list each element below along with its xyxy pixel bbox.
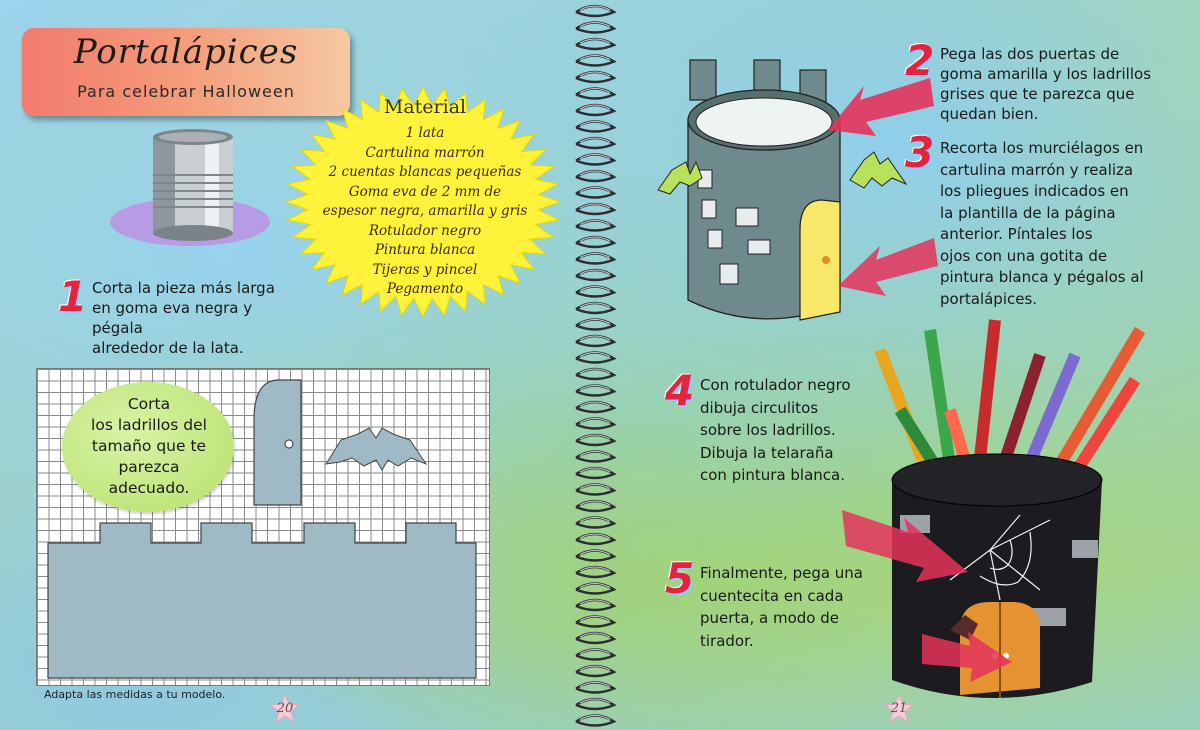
step-3-line: Recorta los murciélagos en <box>940 139 1144 157</box>
material-item: Goma eva de 2 mm de <box>348 183 502 200</box>
bubble-line: Corta <box>127 395 171 413</box>
spiral-ring <box>576 551 614 561</box>
step-3-line: los pliegues indicados en <box>940 182 1129 200</box>
spiral-ring <box>576 105 614 115</box>
material-list <box>290 124 560 300</box>
step-5-line: puerta, a modo de <box>700 609 839 627</box>
step-2-number: 2 <box>905 36 935 85</box>
step-3-line: ojos con una gotita de <box>940 246 1108 265</box>
spiral-ring <box>576 56 614 66</box>
spiral-ring <box>576 633 614 643</box>
step-3-number: 3 <box>905 128 935 177</box>
spiral-ring <box>576 683 614 693</box>
bubble-line: tamaño que te <box>91 437 207 455</box>
spiral-ring <box>576 254 614 264</box>
step-4-line: dibuja circulitos <box>700 398 819 417</box>
bubble-line: los ladrillos del <box>91 416 207 434</box>
spiral-ring <box>576 155 614 165</box>
step-4-line: con pintura blanca. <box>700 466 846 484</box>
step-2-line: goma amarilla y los ladrillos <box>940 65 1152 83</box>
step-4-line: Con rotulador negro <box>700 376 851 394</box>
step-2-line: grises que te parezca que <box>940 85 1135 103</box>
spiral-ring <box>576 650 614 660</box>
step-3-line: cartulina marrón y realiza <box>940 160 1134 179</box>
spiral-ring <box>576 138 614 148</box>
step-1-text <box>92 278 292 358</box>
material-heading: Material <box>383 96 467 118</box>
step-3-line: anterior. Píntales los <box>940 225 1093 243</box>
spiral-ring <box>576 501 614 511</box>
spiral-ring <box>576 716 614 726</box>
spiral-ring <box>576 320 614 330</box>
spiral-ring <box>576 23 614 33</box>
spiral-ring <box>576 237 614 247</box>
page-title: Portalápices <box>73 32 299 72</box>
spiral-ring <box>576 468 614 478</box>
spiral-ring <box>576 567 614 577</box>
spiral-ring <box>576 353 614 363</box>
step-5-number: 5 <box>665 554 695 603</box>
spiral-ring <box>576 336 614 346</box>
spiral-ring <box>576 699 614 709</box>
bubble-line: parezca <box>118 458 180 476</box>
spiral-ring <box>576 600 614 610</box>
page-number-left: 20 <box>276 701 294 716</box>
material-item: espesor negra, amarilla y gris <box>322 203 528 219</box>
material-item: Cartulina marrón <box>365 144 485 161</box>
step-1-line: Corta la pieza más larga <box>92 279 275 297</box>
tin-can-illustration <box>105 125 275 250</box>
arrow-step-4 <box>838 502 978 592</box>
spiral-ring <box>576 303 614 313</box>
step-4-line: sobre los ladrillos. <box>700 421 836 439</box>
spiral-ring <box>576 6 614 16</box>
arrow-step-5 <box>918 620 1018 690</box>
material-item: 1 lata <box>405 125 445 141</box>
spiral-ring <box>576 534 614 544</box>
spiral-ring <box>576 666 614 676</box>
step-2-line: Pega las dos puertas de <box>940 45 1120 63</box>
material-item: Pintura blanca <box>374 242 476 258</box>
castle-strip-template <box>48 523 476 678</box>
spiral-ring <box>576 369 614 379</box>
spiral-ring <box>576 485 614 495</box>
step-3-line: portalápices. <box>940 289 1038 308</box>
bubble-text <box>70 394 228 499</box>
page-number-right: 21 <box>890 701 908 716</box>
step-5-line: tirador. <box>700 631 754 650</box>
spiral-ring <box>576 402 614 412</box>
step-2-line: quedan bien. <box>940 105 1039 123</box>
spiral-ring <box>576 39 614 49</box>
spiral-ring <box>576 171 614 181</box>
page-subtitle: Para celebrar Halloween <box>77 82 295 101</box>
step-3-line: la plantilla de la página <box>940 203 1116 222</box>
material-item: Tijeras y pincel <box>372 261 478 278</box>
step-1-number: 1 <box>58 272 88 321</box>
arrow-step-3 <box>830 220 940 310</box>
step-1-line: alrededor de la lata. <box>92 339 244 357</box>
spiral-ring <box>576 617 614 627</box>
door-knob-mark <box>285 440 293 448</box>
step-5-line: Finalmente, pega una <box>700 564 864 582</box>
spiral-ring <box>576 287 614 297</box>
spiral-ring <box>576 518 614 528</box>
spiral-ring <box>576 72 614 82</box>
spiral-ring <box>576 584 614 594</box>
spiral-ring <box>576 435 614 445</box>
bubble-line: adecuado. <box>108 479 190 497</box>
spiral-ring <box>576 452 614 462</box>
step-4-line: Dibuja la telaraña <box>700 443 834 462</box>
spiral-ring <box>576 89 614 99</box>
material-item: Rotulador negro <box>368 222 482 239</box>
step-2-text <box>940 44 1180 124</box>
material-item: Pegamento <box>386 281 464 297</box>
spiral-ring <box>576 188 614 198</box>
footer-note: Adapta las medidas a tu modelo. <box>44 688 226 701</box>
step-3-line: pintura blanca y pégalos al <box>940 268 1144 286</box>
spiral-ring <box>576 419 614 429</box>
step-5-line: cuentecita en cada <box>700 586 844 605</box>
bat-template <box>326 428 426 470</box>
spiral-ring <box>576 386 614 396</box>
step-4-number: 4 <box>665 366 695 415</box>
material-item: 2 cuentas blancas pequeñas <box>328 164 522 180</box>
spiral-ring <box>576 122 614 132</box>
step-3-text <box>940 138 1185 310</box>
door-template <box>254 380 301 505</box>
spiral-binding <box>572 0 618 730</box>
step-1-line: en goma eva negra y pégala <box>92 299 253 337</box>
spiral-ring <box>576 221 614 231</box>
spiral-ring <box>576 204 614 214</box>
spiral-ring <box>576 270 614 280</box>
